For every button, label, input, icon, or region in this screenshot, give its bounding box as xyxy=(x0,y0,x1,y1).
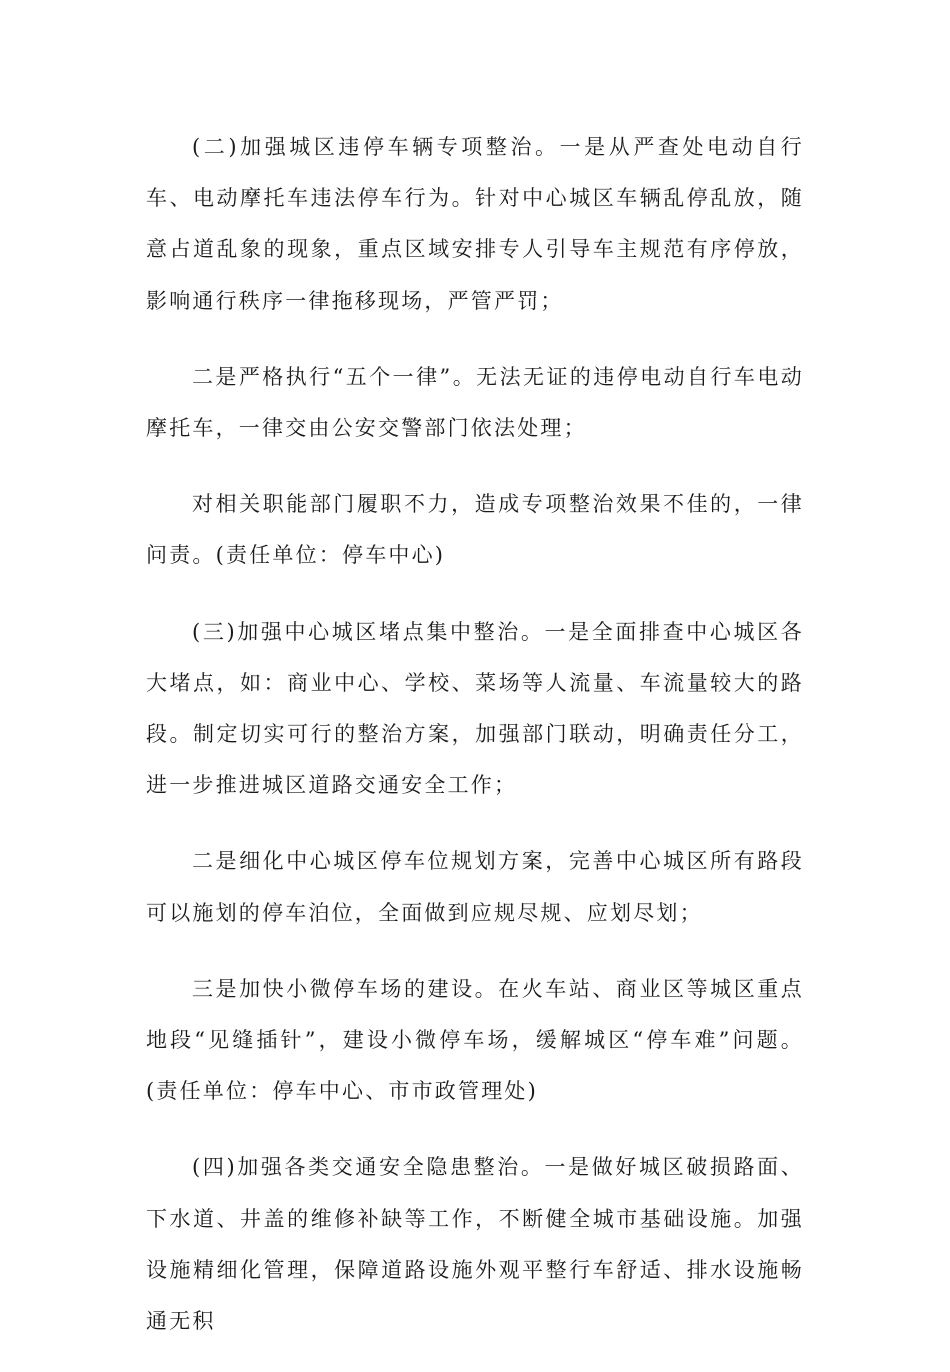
paragraph-parking-violation: (二)加强城区违停车辆专项整治。一是从严查处电动自行车、电动摩托车违法停车行为。针对中心城区车辆乱停乱放，随意占道乱象的现象，重点区域安排专人引导车主规范有序停放，影响通行秩序一律拖移现场，严管严罚； xyxy=(146,135,804,313)
paragraph-five-rules: 二是严格执行“五个一律”。无法无证的违停电动自行车电动摩托车，一律交由公安交警部门依法处理； xyxy=(146,364,804,441)
document-body xyxy=(146,122,804,1372)
paragraph-safety-hazards: (四)加强各类交通安全隐患整治。一是做好城区破损路面、下水道、井盖的维修补缺等工作，不断健全城市基础设施。加强设施精细化管理，保障道路设施外观平整行车舒适、排水设施畅通无积 xyxy=(146,1155,804,1334)
paragraph-parking-plan: 二是细化中心城区停车位规划方案，完善中心城区所有路段可以施划的停车泊位，全面做到应规尽规、应划尽划； xyxy=(146,849,804,925)
paragraph-accountability: 对相关职能部门履职不力，造成专项整治效果不佳的，一律问责。(责任单位：停车中心) xyxy=(146,492,804,568)
paragraph-congestion-points: (三)加强中心城区堵点集中整治。一是全面排查中心城区各大堵点，如：商业中心、学校、菜场等人流量、车流量较大的路段。制定切实可行的整治方案，加强部门联动，明确责任分工，进一步推进城区道路交通安全工作； xyxy=(146,619,804,798)
paragraph-small-parking-lots: 三是加快小微停车场的建设。在火车站、商业区等城区重点地段“见缝插针”，建设小微停车场，缓解城区“停车难”问题。(责任单位：停车中心、市市政管理处) xyxy=(146,976,804,1104)
